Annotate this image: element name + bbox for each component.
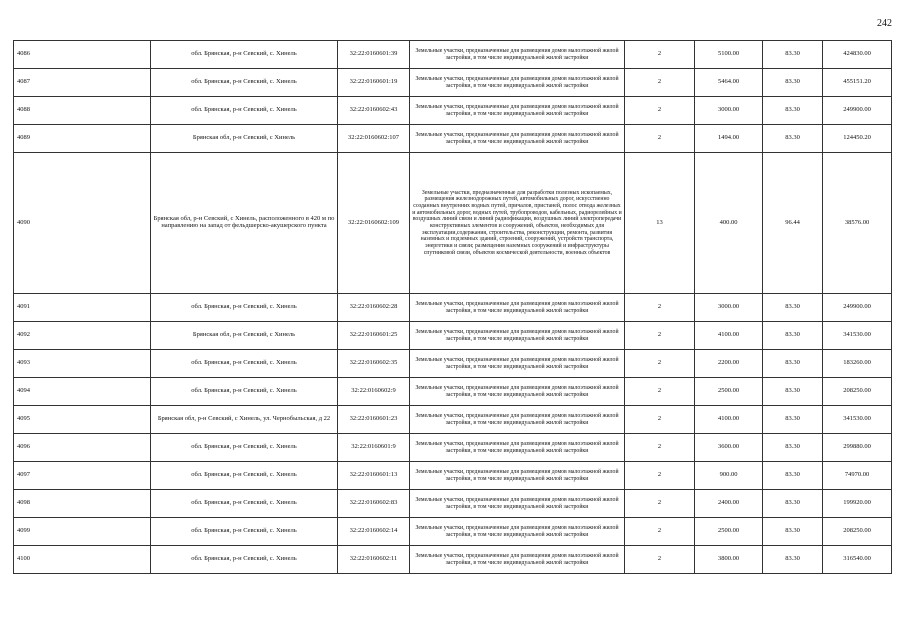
specific-value-cell: 96.44 <box>763 153 823 294</box>
specific-value-cell: 83.30 <box>763 97 823 125</box>
use-group-cell: 13 <box>625 153 695 294</box>
cadastral-number-cell: 32:22:0160602:83 <box>338 490 410 518</box>
address-cell: обл. Брянская, р-н Севский, с. Хинель <box>151 69 338 97</box>
row-number: 4087 <box>14 69 151 97</box>
specific-value-cell: 83.30 <box>763 350 823 378</box>
cadastral-number-cell: 32:22:0160601:23 <box>338 406 410 434</box>
cadastral-number-cell: 32:22:0160601:39 <box>338 41 410 69</box>
cadastral-number-cell: 32:22:0160601:9 <box>338 434 410 462</box>
area-cell: 3000.00 <box>695 294 763 322</box>
land-use-cell: Земельные участки, предназначенные для размещения домов малоэтажной жилой застройки, в том числе индивидуальной жилой застройки <box>410 378 625 406</box>
cadastral-value-cell: 341530.00 <box>823 406 892 434</box>
specific-value-cell: 83.30 <box>763 518 823 546</box>
cadastral-value-cell: 299880.00 <box>823 434 892 462</box>
row-number: 4096 <box>14 434 151 462</box>
cadastral-value-cell: 199920.00 <box>823 490 892 518</box>
table-row <box>14 294 892 322</box>
land-use-cell: Земельные участки, предназначенные для размещения домов малоэтажной жилой застройки, в том числе индивидуальной жилой застройки <box>410 490 625 518</box>
table-row <box>14 378 892 406</box>
specific-value-cell: 83.30 <box>763 322 823 350</box>
row-number: 4094 <box>14 378 151 406</box>
table-row <box>14 69 892 97</box>
specific-value-cell: 83.30 <box>763 378 823 406</box>
cadastral-value-cell: 316540.00 <box>823 546 892 574</box>
address-cell: обл. Брянская, р-н Севский, с. Хинель <box>151 350 338 378</box>
specific-value-cell: 83.30 <box>763 41 823 69</box>
cadastral-value-cell: 455151.20 <box>823 69 892 97</box>
use-group-cell: 2 <box>625 378 695 406</box>
cadastral-number-cell: 32:22:0160601:13 <box>338 462 410 490</box>
address-cell: обл. Брянская, р-н Севский, с. Хинель <box>151 41 338 69</box>
area-cell: 5100.00 <box>695 41 763 69</box>
specific-value-cell: 83.30 <box>763 434 823 462</box>
cadastral-value-cell: 249900.00 <box>823 294 892 322</box>
use-group-cell: 2 <box>625 125 695 153</box>
use-group-cell: 2 <box>625 546 695 574</box>
specific-value-cell: 83.30 <box>763 546 823 574</box>
cadastral-value-cell: 183260.00 <box>823 350 892 378</box>
address-cell: Брянская обл, р-н Севский, с Хинель <box>151 125 338 153</box>
table-row <box>14 350 892 378</box>
page-number: 242 <box>877 18 892 29</box>
cadastral-value-cell: 249900.00 <box>823 97 892 125</box>
area-cell: 3600.00 <box>695 434 763 462</box>
area-cell: 5464.00 <box>695 69 763 97</box>
row-number: 4088 <box>14 97 151 125</box>
table-row <box>14 153 892 294</box>
address-cell: обл. Брянская, р-н Севский, с. Хинель <box>151 518 338 546</box>
land-use-cell: Земельные участки, предназначенные для размещения домов малоэтажной жилой застройки, в том числе индивидуальной жилой застройки <box>410 546 625 574</box>
specific-value-cell: 83.30 <box>763 69 823 97</box>
cadastral-number-cell: 32:22:0160601:19 <box>338 69 410 97</box>
specific-value-cell: 83.30 <box>763 294 823 322</box>
cadastral-number-cell: 32:22:0160601:25 <box>338 322 410 350</box>
address-cell: обл. Брянская, р-н Севский, с. Хинель <box>151 434 338 462</box>
land-use-cell: Земельные участки, предназначенные для размещения домов малоэтажной жилой застройки, в том числе индивидуальной жилой застройки <box>410 406 625 434</box>
address-cell: обл. Брянская, р-н Севский, с. Хинель <box>151 546 338 574</box>
row-number: 4099 <box>14 518 151 546</box>
use-group-cell: 2 <box>625 294 695 322</box>
cadastral-value-cell: 38576.00 <box>823 153 892 294</box>
use-group-cell: 2 <box>625 97 695 125</box>
cadastral-number-cell: 32:22:0160602:28 <box>338 294 410 322</box>
area-cell: 3000.00 <box>695 97 763 125</box>
land-cadastral-value-table <box>13 40 892 574</box>
row-number: 4100 <box>14 546 151 574</box>
area-cell: 2200.00 <box>695 350 763 378</box>
area-cell: 2500.00 <box>695 378 763 406</box>
cadastral-number-cell: 32:22:0160602:11 <box>338 546 410 574</box>
table-row <box>14 97 892 125</box>
area-cell: 3800.00 <box>695 546 763 574</box>
address-cell: обл. Брянская, р-н Севский, с. Хинель <box>151 97 338 125</box>
use-group-cell: 2 <box>625 41 695 69</box>
use-group-cell: 2 <box>625 490 695 518</box>
cadastral-value-cell: 74970.00 <box>823 462 892 490</box>
area-cell: 2500.00 <box>695 518 763 546</box>
cadastral-number-cell: 32:22:0160602:9 <box>338 378 410 406</box>
table-row <box>14 462 892 490</box>
row-number: 4097 <box>14 462 151 490</box>
land-use-cell: Земельные участки, предназначенные для размещения домов малоэтажной жилой застройки, в том числе индивидуальной жилой застройки <box>410 69 625 97</box>
use-group-cell: 2 <box>625 406 695 434</box>
cadastral-number-cell: 32:22:0160602:43 <box>338 97 410 125</box>
row-number: 4095 <box>14 406 151 434</box>
row-number: 4098 <box>14 490 151 518</box>
use-group-cell: 2 <box>625 322 695 350</box>
row-number: 4091 <box>14 294 151 322</box>
address-cell: обл. Брянская, р-н Севский, с. Хинель <box>151 378 338 406</box>
table-row <box>14 490 892 518</box>
land-use-cell: Земельные участки, предназначенные для размещения домов малоэтажной жилой застройки, в том числе индивидуальной жилой застройки <box>410 294 625 322</box>
cadastral-value-cell: 208250.00 <box>823 378 892 406</box>
use-group-cell: 2 <box>625 462 695 490</box>
row-number: 4093 <box>14 350 151 378</box>
table-row <box>14 125 892 153</box>
cadastral-value-cell: 208250.00 <box>823 518 892 546</box>
table-row <box>14 434 892 462</box>
cadastral-number-cell: 32:22:0160602:14 <box>338 518 410 546</box>
specific-value-cell: 83.30 <box>763 406 823 434</box>
row-number: 4090 <box>14 153 151 294</box>
area-cell: 2400.00 <box>695 490 763 518</box>
land-use-cell: Земельные участки, предназначенные для размещения домов малоэтажной жилой застройки, в том числе индивидуальной жилой застройки <box>410 125 625 153</box>
specific-value-cell: 83.30 <box>763 462 823 490</box>
specific-value-cell: 83.30 <box>763 490 823 518</box>
area-cell: 1494.00 <box>695 125 763 153</box>
address-cell: Брянская обл, р-н Севский, с Хинель, расположенного в 420 м по направлению на запад от фельдшерско-акушерского пункта <box>151 153 338 294</box>
land-use-cell: Земельные участки, предназначенные для размещения домов малоэтажной жилой застройки, в том числе индивидуальной жилой застройки <box>410 518 625 546</box>
use-group-cell: 2 <box>625 350 695 378</box>
address-cell: Брянская обл, р-н Севский, с Хинель, ул. Чернобыльская, д 22 <box>151 406 338 434</box>
address-cell: обл. Брянская, р-н Севский, с. Хинель <box>151 462 338 490</box>
address-cell: обл. Брянская, р-н Севский, с. Хинель <box>151 490 338 518</box>
cadastral-value-cell: 124450.20 <box>823 125 892 153</box>
table-row <box>14 518 892 546</box>
table-row <box>14 322 892 350</box>
address-cell: Брянская обл, р-н Севский, с Хинель <box>151 322 338 350</box>
table-row <box>14 546 892 574</box>
area-cell: 4100.00 <box>695 406 763 434</box>
area-cell: 900.00 <box>695 462 763 490</box>
area-cell: 400.00 <box>695 153 763 294</box>
land-use-cell: Земельные участки, предназначенные для размещения домов малоэтажной жилой застройки, в том числе индивидуальной жилой застройки <box>410 434 625 462</box>
cadastral-number-cell: 32:22:0160602:35 <box>338 350 410 378</box>
row-number: 4092 <box>14 322 151 350</box>
table-row <box>14 406 892 434</box>
area-cell: 4100.00 <box>695 322 763 350</box>
table-row <box>14 41 892 69</box>
land-use-cell: Земельные участки, предназначенные для размещения домов малоэтажной жилой застройки, в том числе индивидуальной жилой застройки <box>410 97 625 125</box>
use-group-cell: 2 <box>625 69 695 97</box>
use-group-cell: 2 <box>625 518 695 546</box>
row-number: 4089 <box>14 125 151 153</box>
specific-value-cell: 83.30 <box>763 125 823 153</box>
land-use-cell: Земельные участки, предназначенные для размещения домов малоэтажной жилой застройки, в том числе индивидуальной жилой застройки <box>410 322 625 350</box>
land-use-cell: Земельные участки, предназначенные для размещения домов малоэтажной жилой застройки, в том числе индивидуальной жилой застройки <box>410 41 625 69</box>
land-use-cell: Земельные участки, предназначенные для разработки полезных ископаемых, размещения железнодорожных путей, автомобильных дорог, искусственно созданных внутренних водных путей, причалов, пристаней, полос отвода железных и автомобильных дорог, водных путей, трубопроводов, кабельных, радиорелейных и воздушных линий связи и линий радиофикации, воздушных линий электропередачи конструктивных элементов и сооружений, объектов, необходимых для эксплуатации,содержания, строительства, реконструкции, ремонта, развития наземных и подземных зданий, строений, сооружений, устройств транспорта, энергетики и связи; размещения наземных сооружений и инфраструктуры спутниковой связи, объектов космической деятельности, военных объектов <box>410 153 625 294</box>
row-number: 4086 <box>14 41 151 69</box>
cadastral-value-cell: 341530.00 <box>823 322 892 350</box>
cadastral-number-cell: 32:22:0160602:109 <box>338 153 410 294</box>
use-group-cell: 2 <box>625 434 695 462</box>
cadastral-number-cell: 32:22:0160602:107 <box>338 125 410 153</box>
cadastral-value-cell: 424830.00 <box>823 41 892 69</box>
land-use-cell: Земельные участки, предназначенные для размещения домов малоэтажной жилой застройки, в том числе индивидуальной жилой застройки <box>410 350 625 378</box>
address-cell: обл. Брянская, р-н Севский, с. Хинель <box>151 294 338 322</box>
land-use-cell: Земельные участки, предназначенные для размещения домов малоэтажной жилой застройки, в том числе индивидуальной жилой застройки <box>410 462 625 490</box>
